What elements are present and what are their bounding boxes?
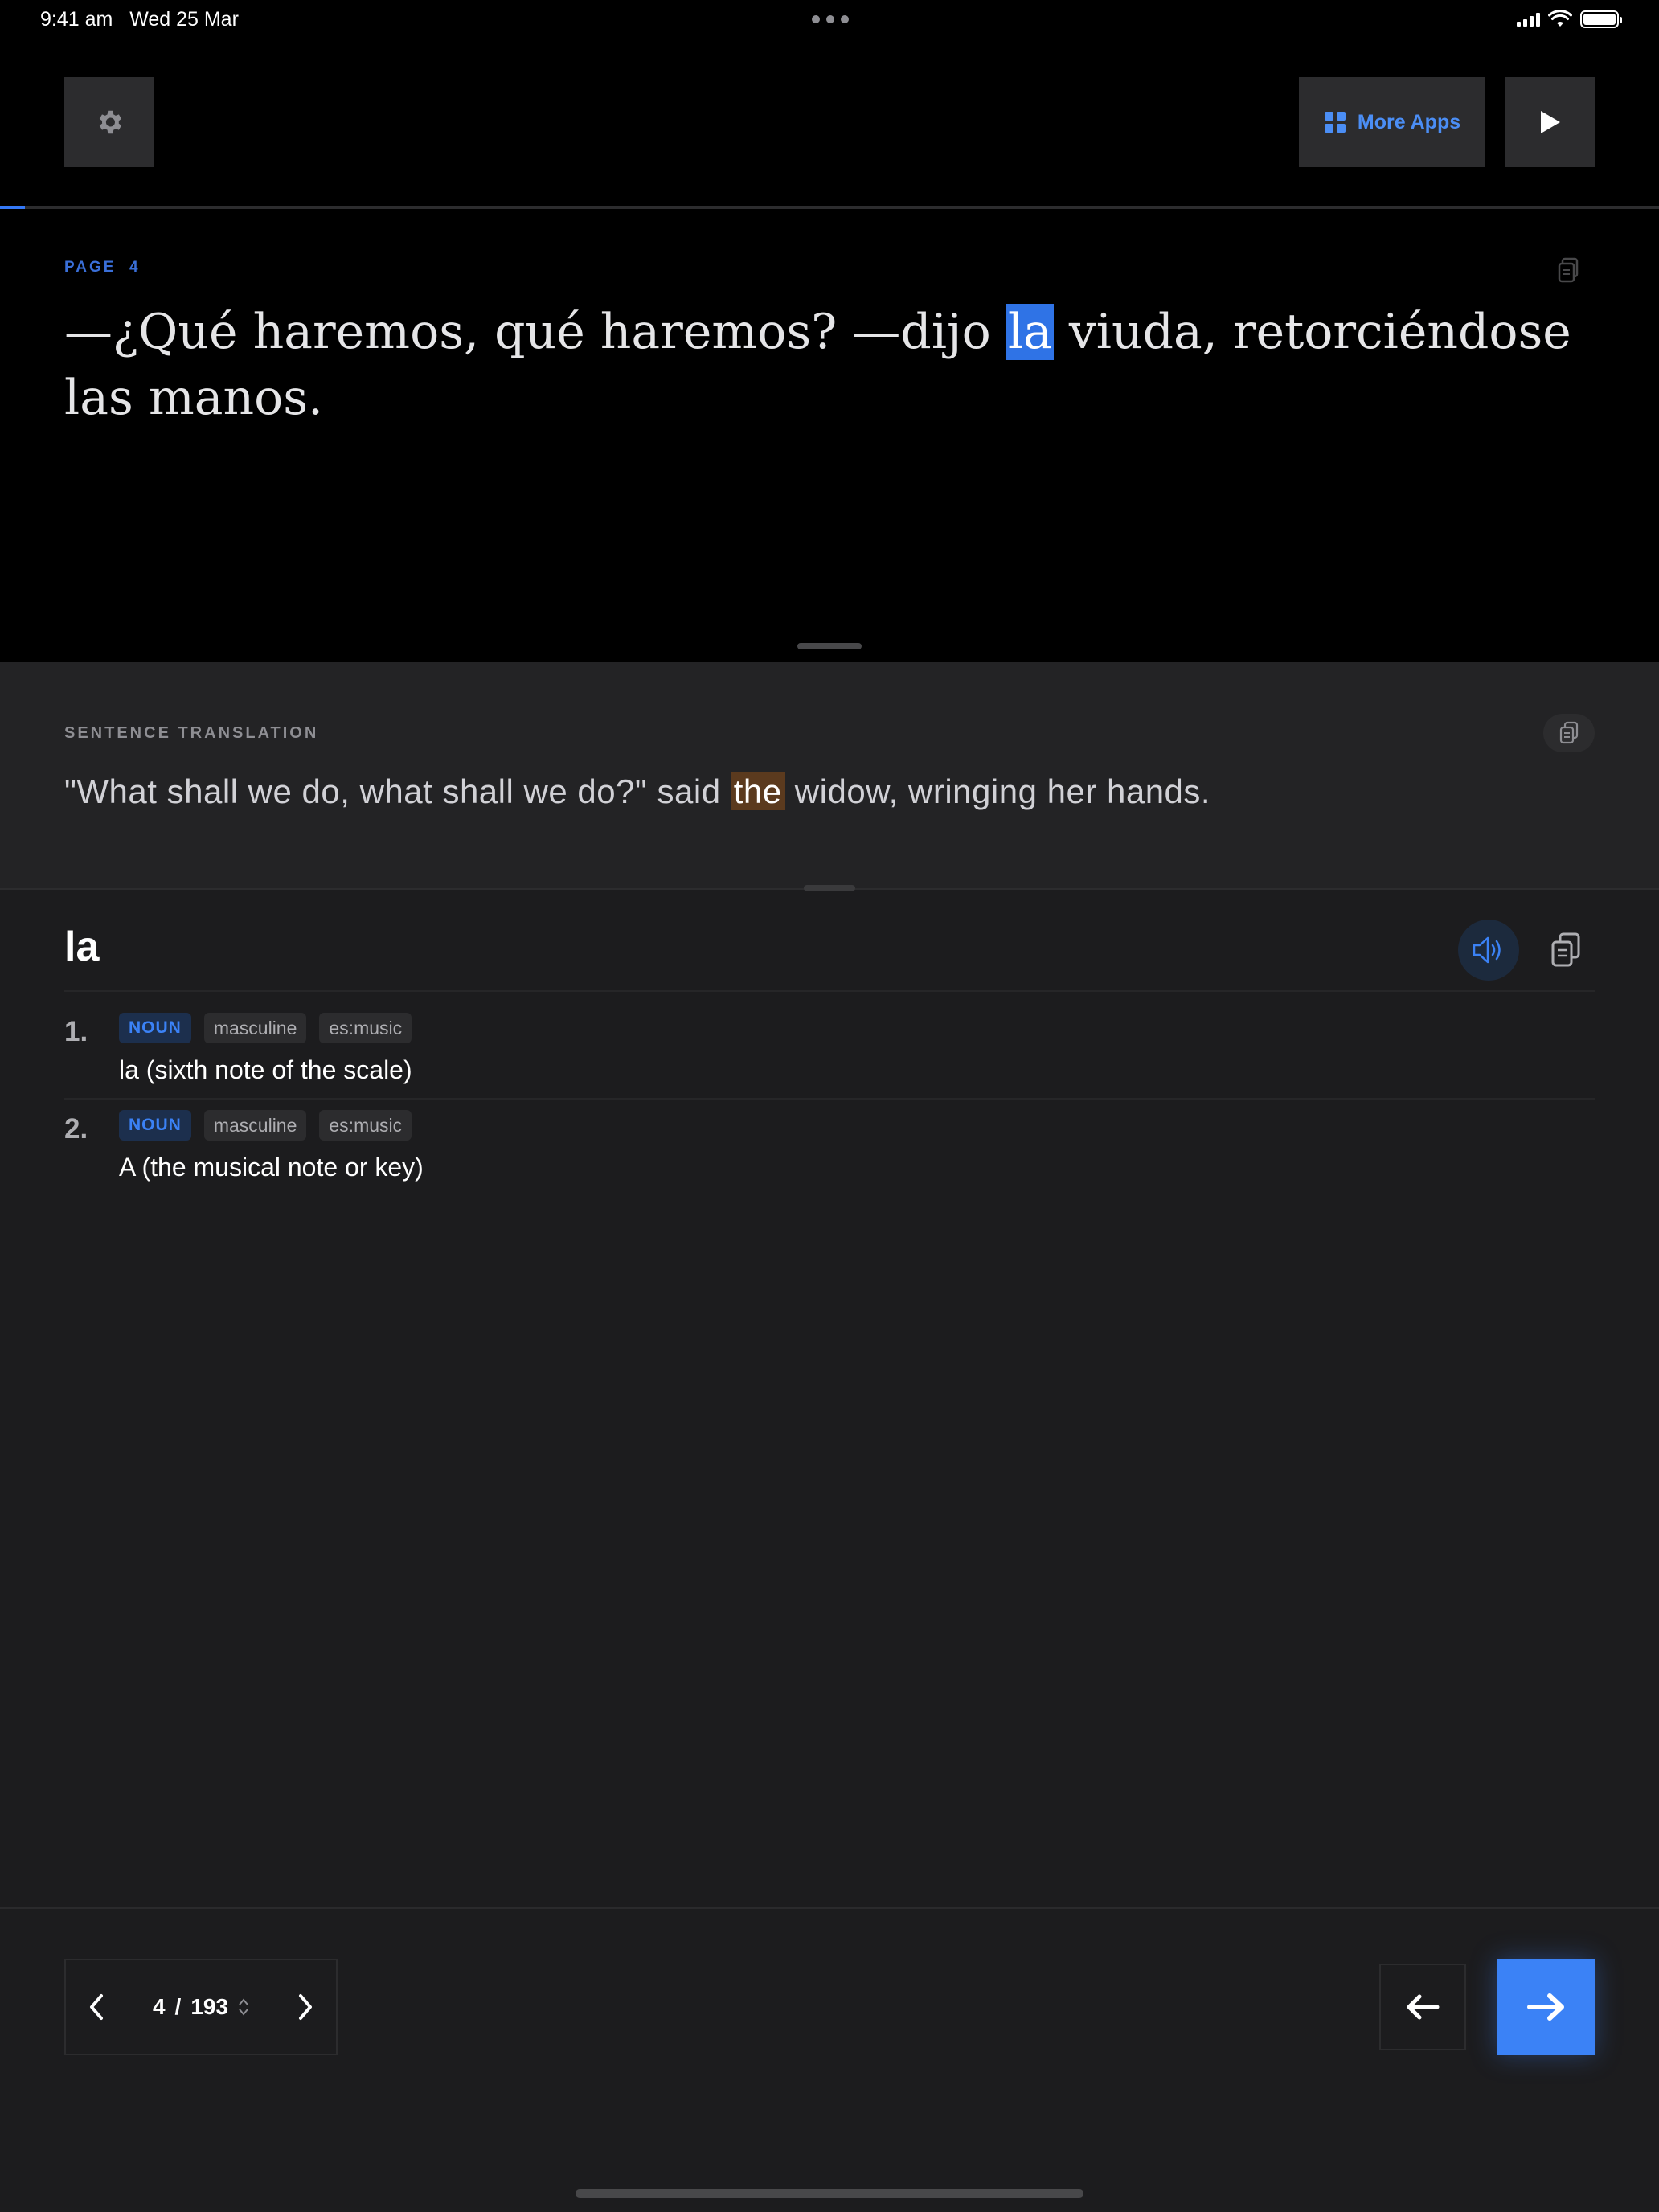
battery-icon — [1580, 10, 1619, 28]
status-time: 9:41 am Wed 25 Mar — [40, 8, 239, 31]
copy-definition-button[interactable] — [1535, 920, 1596, 981]
grid-icon — [1324, 111, 1346, 133]
source-sentence[interactable] — [64, 299, 1583, 431]
sort-icon — [238, 1997, 249, 2017]
reading-progress-track — [0, 206, 1659, 209]
copy-icon — [1559, 721, 1579, 745]
footer-divider — [0, 1907, 1659, 1909]
pos-tag: NOUN — [119, 1110, 191, 1141]
copy-icon — [1550, 932, 1582, 969]
next-sentence-button[interactable] — [1497, 1959, 1595, 2055]
page-selector[interactable] — [153, 1994, 249, 2020]
pos-tag: NOUN — [119, 1013, 191, 1043]
sentence-text-before[interactable]: —¿Qué haremos, qué haremos? —dijo — [64, 304, 1006, 360]
chevron-right-icon[interactable] — [294, 1993, 317, 2022]
copy-icon[interactable] — [1555, 256, 1583, 285]
domain-tag: es:music — [319, 1110, 412, 1141]
gender-tag: masculine — [204, 1013, 307, 1043]
play-button[interactable] — [1505, 77, 1595, 167]
selected-word[interactable]: la — [1007, 304, 1052, 360]
more-apps-label: More Apps — [1357, 110, 1461, 133]
cellular-signal-icon — [1517, 12, 1540, 27]
previous-sentence-button[interactable] — [1379, 1964, 1466, 2050]
page-navigator — [64, 1959, 338, 2055]
definition-tags — [119, 1110, 412, 1141]
arrow-right-icon — [1526, 1991, 1566, 2023]
play-icon — [1538, 109, 1562, 135]
domain-tag: es:music — [319, 1013, 412, 1043]
definition-tags — [119, 1013, 412, 1043]
definition-text: A (the musical note or key) — [119, 1153, 424, 1182]
panel-drag-handle[interactable] — [797, 643, 862, 649]
translation-sentence — [64, 766, 1575, 817]
multitasking-dots-icon[interactable] — [812, 8, 850, 31]
total-pages: 193 — [190, 1994, 229, 2019]
dictionary-headword: la — [64, 924, 100, 970]
copy-translation-button[interactable] — [1543, 714, 1595, 752]
arrow-left-icon — [1405, 1993, 1440, 2022]
definition-divider — [64, 990, 1595, 992]
pronounce-button[interactable] — [1458, 920, 1519, 981]
speaker-icon — [1471, 934, 1506, 966]
panel-drag-handle[interactable] — [804, 885, 855, 891]
status-date: Wed 25 Mar — [129, 8, 239, 31]
translation-before: "What shall we do, what shall we do?" said — [64, 772, 731, 810]
more-apps-button[interactable] — [1299, 77, 1485, 167]
status-indicators — [1517, 8, 1619, 31]
home-indicator[interactable] — [576, 2189, 1083, 2198]
page-indicator: PAGE 4 — [64, 259, 141, 276]
page-separator: / — [174, 1994, 182, 2019]
wifi-icon — [1548, 10, 1572, 28]
sentence-text-after[interactable]: viuda, retorciéndose las manos. — [64, 304, 1571, 426]
current-page: 4 — [152, 1994, 166, 2019]
reading-progress-fill — [0, 206, 25, 209]
translation-heading: SENTENCE TRANSLATION — [64, 724, 319, 742]
definition-text: la (sixth note of the scale) — [119, 1055, 412, 1084]
translation-highlight: the — [731, 772, 785, 810]
definition-number: 2. — [64, 1113, 88, 1145]
chevron-left-icon[interactable] — [85, 1993, 108, 2022]
settings-button[interactable] — [64, 77, 154, 167]
definition-number: 1. — [64, 1016, 88, 1047]
definition-divider — [64, 1098, 1595, 1100]
gender-tag: masculine — [204, 1110, 307, 1141]
gear-icon — [94, 107, 125, 137]
translation-after: widow, wringing her hands. — [784, 772, 1211, 810]
page-number: 4 — [129, 259, 141, 276]
